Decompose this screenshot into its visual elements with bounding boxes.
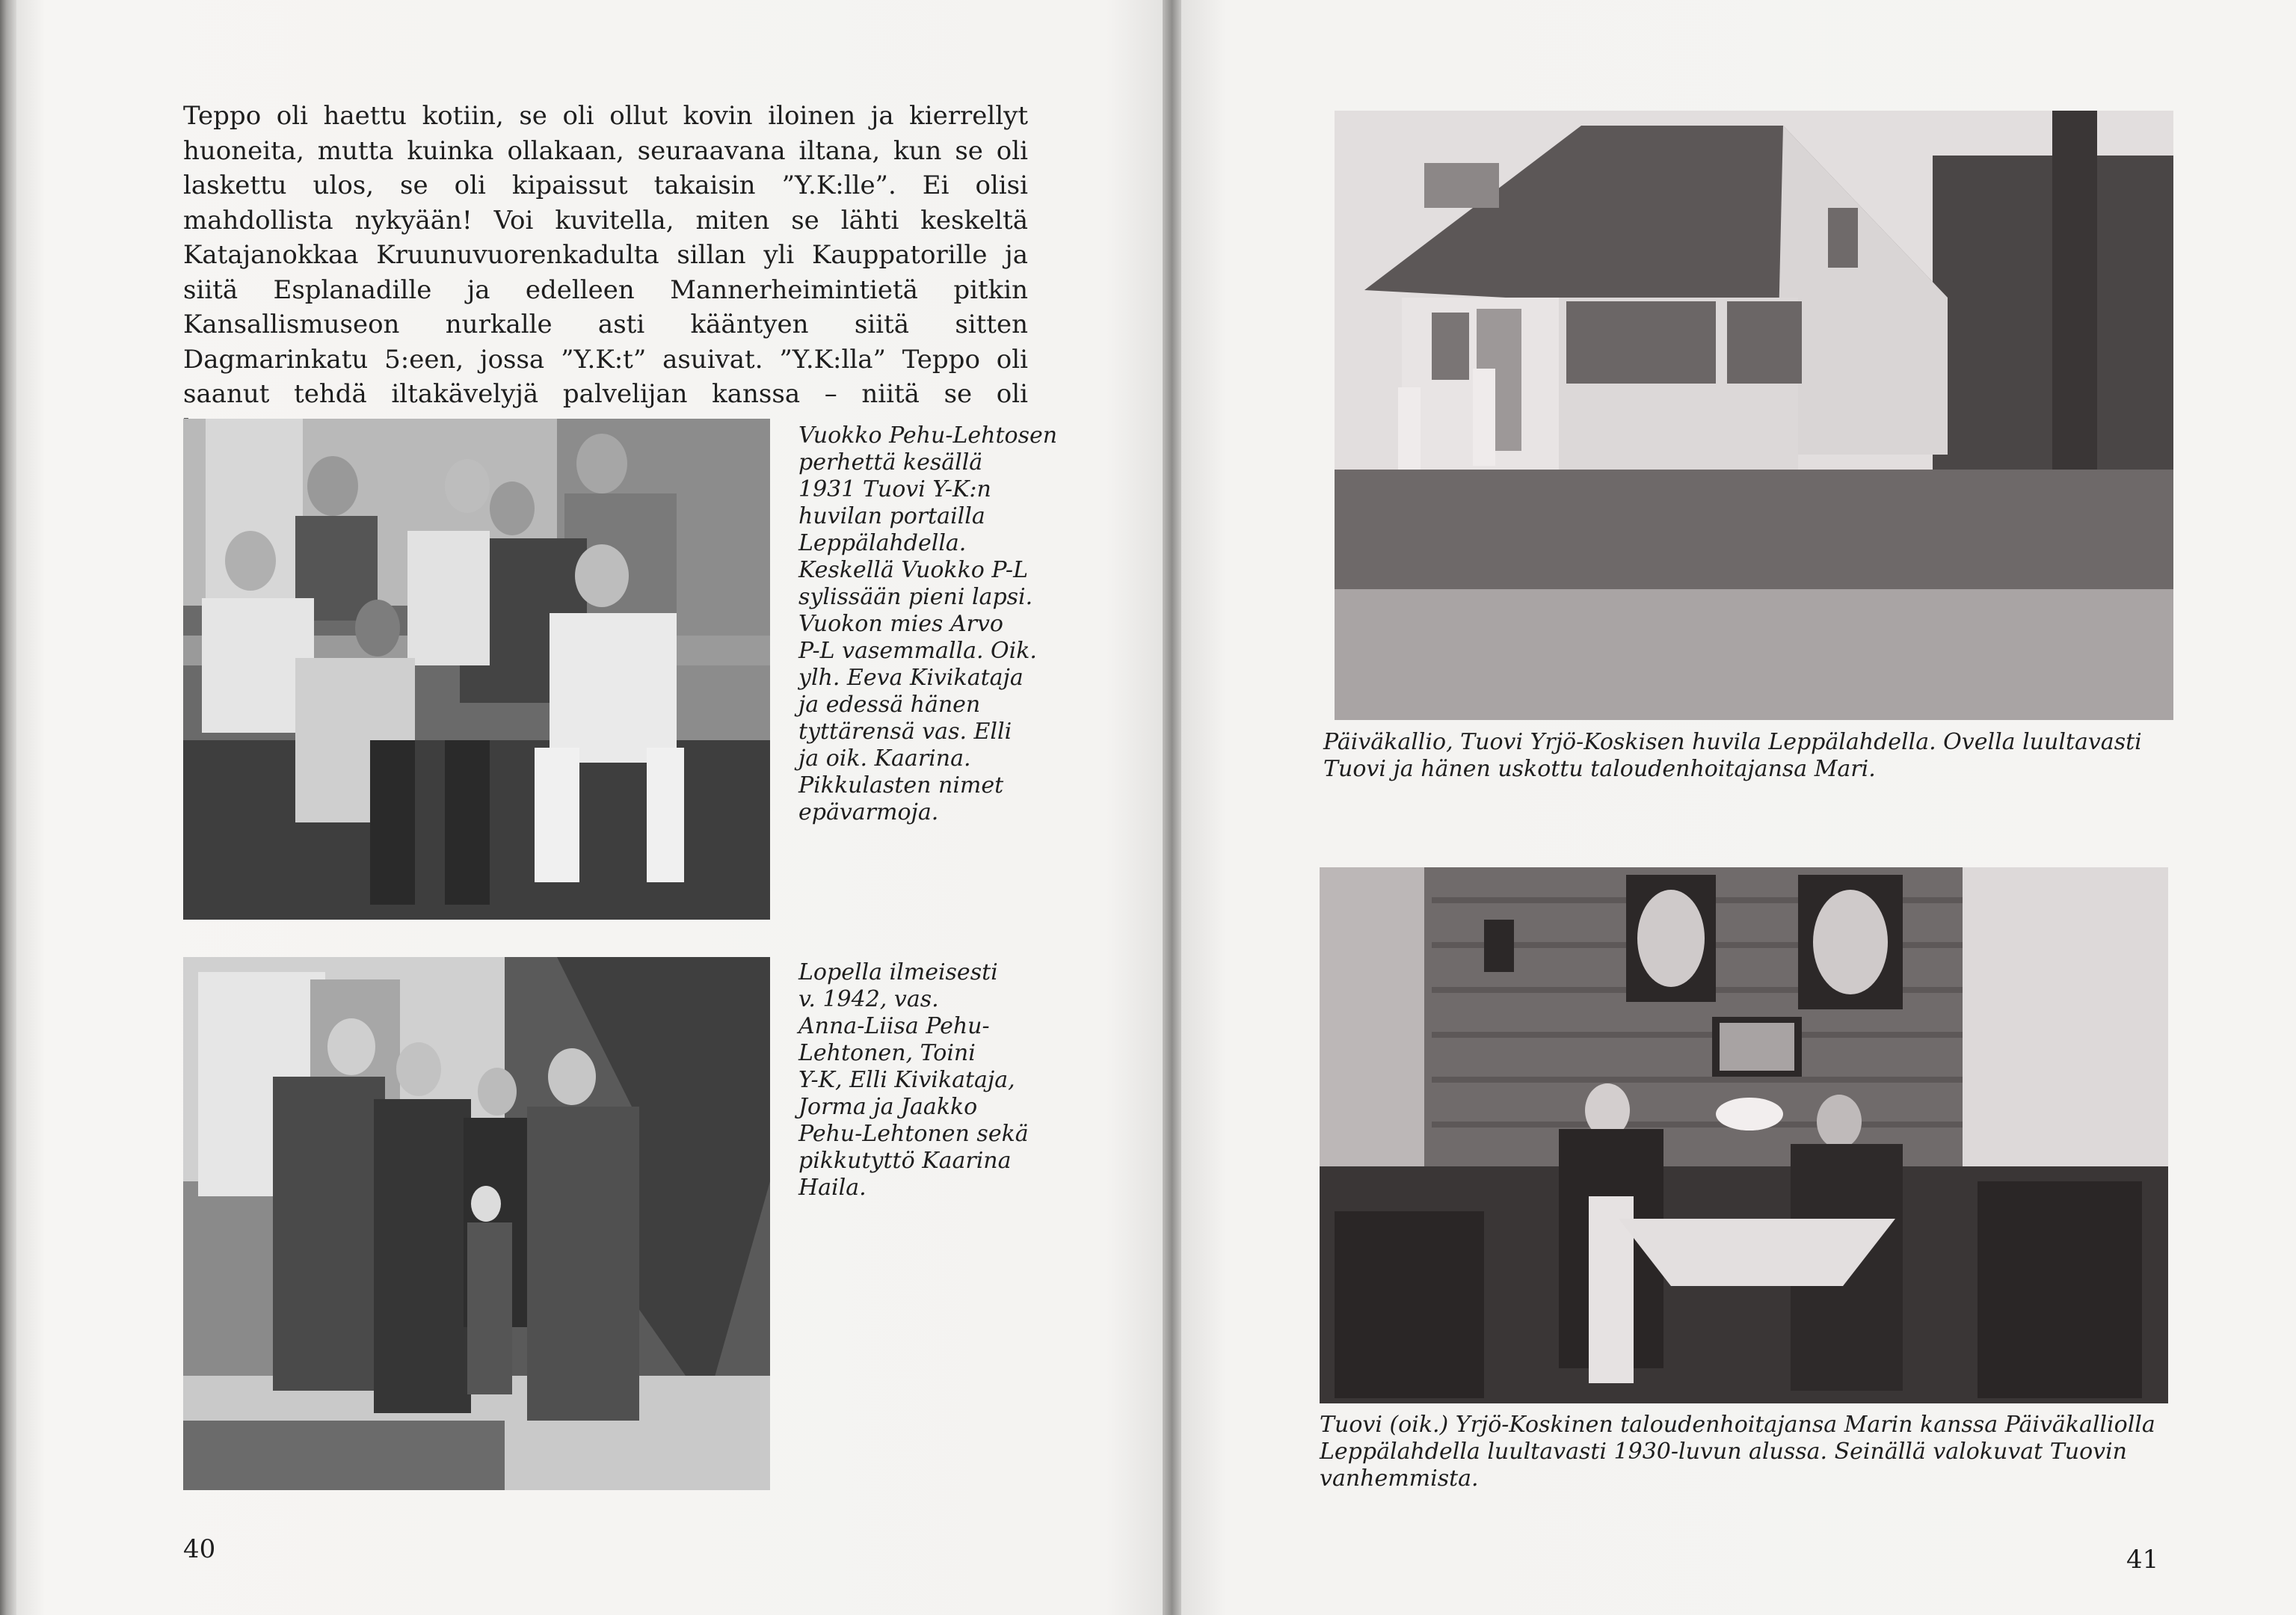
caption-line: Lopella ilmeisesti — [798, 959, 998, 985]
caption-line: sylissään pieni lapsi. — [798, 584, 1033, 610]
caption-line: Leppälahdella. — [798, 530, 967, 556]
caption-line: Leppälahdella luultavasti 1930-luvun alussa. Seinällä valokuvat Tuovin — [1320, 1439, 2127, 1465]
caption-line: Vuokko Pehu-Lehtosen — [798, 422, 1058, 449]
caption-line: Tuovi (oik.) Yrjö-Koskinen taloudenhoitajansa Marin kanssa Päiväkalliolla — [1320, 1412, 2155, 1438]
caption-line: pikkutyttö Kaarina — [798, 1148, 1012, 1174]
book-gutter — [1163, 0, 1181, 1615]
group-outdoor-photo — [183, 957, 770, 1490]
caption-line: Tuovi ja hänen uskottu taloudenhoitajansa Mari. — [1323, 756, 1876, 782]
family-porch-photo — [183, 419, 770, 920]
caption-line: vanhemmista. — [1320, 1465, 1479, 1492]
caption-line: huvilan portailla — [798, 503, 985, 529]
interior-photo — [1320, 867, 2168, 1403]
right-page — [1181, 0, 2296, 1615]
caption-line: Jorma ja Jaakko — [798, 1094, 978, 1120]
caption-line: Pehu-Lehtonen sekä — [798, 1121, 1029, 1147]
page-number: 41 — [2126, 1545, 2159, 1575]
caption-line: ja oik. Kaarina. — [798, 745, 971, 772]
group-photo-caption — [798, 959, 1029, 1202]
interior-photo-caption — [1320, 1412, 2155, 1492]
villa-photo-caption — [1323, 729, 2142, 783]
caption-line: Haila. — [798, 1175, 867, 1201]
caption-line: tyttärensä vas. Elli — [798, 719, 1012, 745]
family-photo-caption — [798, 422, 1057, 826]
caption-line: Vuokon mies Arvo — [798, 611, 1003, 637]
body-paragraph: Teppo oli haettu kotiin, se oli ollut kovin iloinen ja kierrellyt huoneita, mutta kuinka ollakaan, seuraavana iltana, kun se oli laskettu ulos, se oli kipaissut takaisin ”Y.K:lle”. Ei olisi mahdollista nykyään! Voi kuvitella, miten se lähti keskeltä Katajanokkaa Kruunuvuorenkadulta sillan yli Kauppatorille ja siitä Esplanadille ja edelleen Mannerheimintietä pitkin Kansallismuseon nurkalle asti kääntyen siitä sitten Dagmarinkatu 5:een, jossa ”Y.K:t” asuivat. ”Y.K:lla” Teppo oli saanut tehdä iltakävelyjä palvelijan kanssa – niitä se oli — [183, 101, 1028, 409]
caption-line: v. 1942, vas. — [798, 986, 939, 1012]
caption-line: Pikkulasten nimet — [798, 772, 1004, 799]
page-number: 40 — [183, 1534, 216, 1564]
caption-line: epävarmoja. — [798, 799, 939, 825]
caption-line: Keskellä Vuokko P-L — [798, 557, 1028, 583]
caption-line: Y-K, Elli Kivikataja, — [798, 1067, 1015, 1093]
page-edge — [0, 0, 16, 1615]
caption-line: 1931 Tuovi Y-K:n — [798, 476, 991, 502]
caption-line: P-L vasemmalla. Oik. — [798, 638, 1037, 664]
caption-line: ylh. Eeva Kivikataja — [798, 665, 1024, 691]
caption-line: perhettä kesällä — [798, 449, 983, 476]
caption-line: Lehtonen, Toini — [798, 1040, 976, 1066]
caption-line: Päiväkallio, Tuovi Yrjö-Koskisen huvila Leppälahdella. Ovella luultavasti — [1323, 729, 2142, 755]
caption-line: ja edessä hänen — [798, 692, 981, 718]
villa-photo — [1335, 111, 2173, 720]
caption-line: Anna-Liisa Pehu- — [798, 1013, 990, 1039]
